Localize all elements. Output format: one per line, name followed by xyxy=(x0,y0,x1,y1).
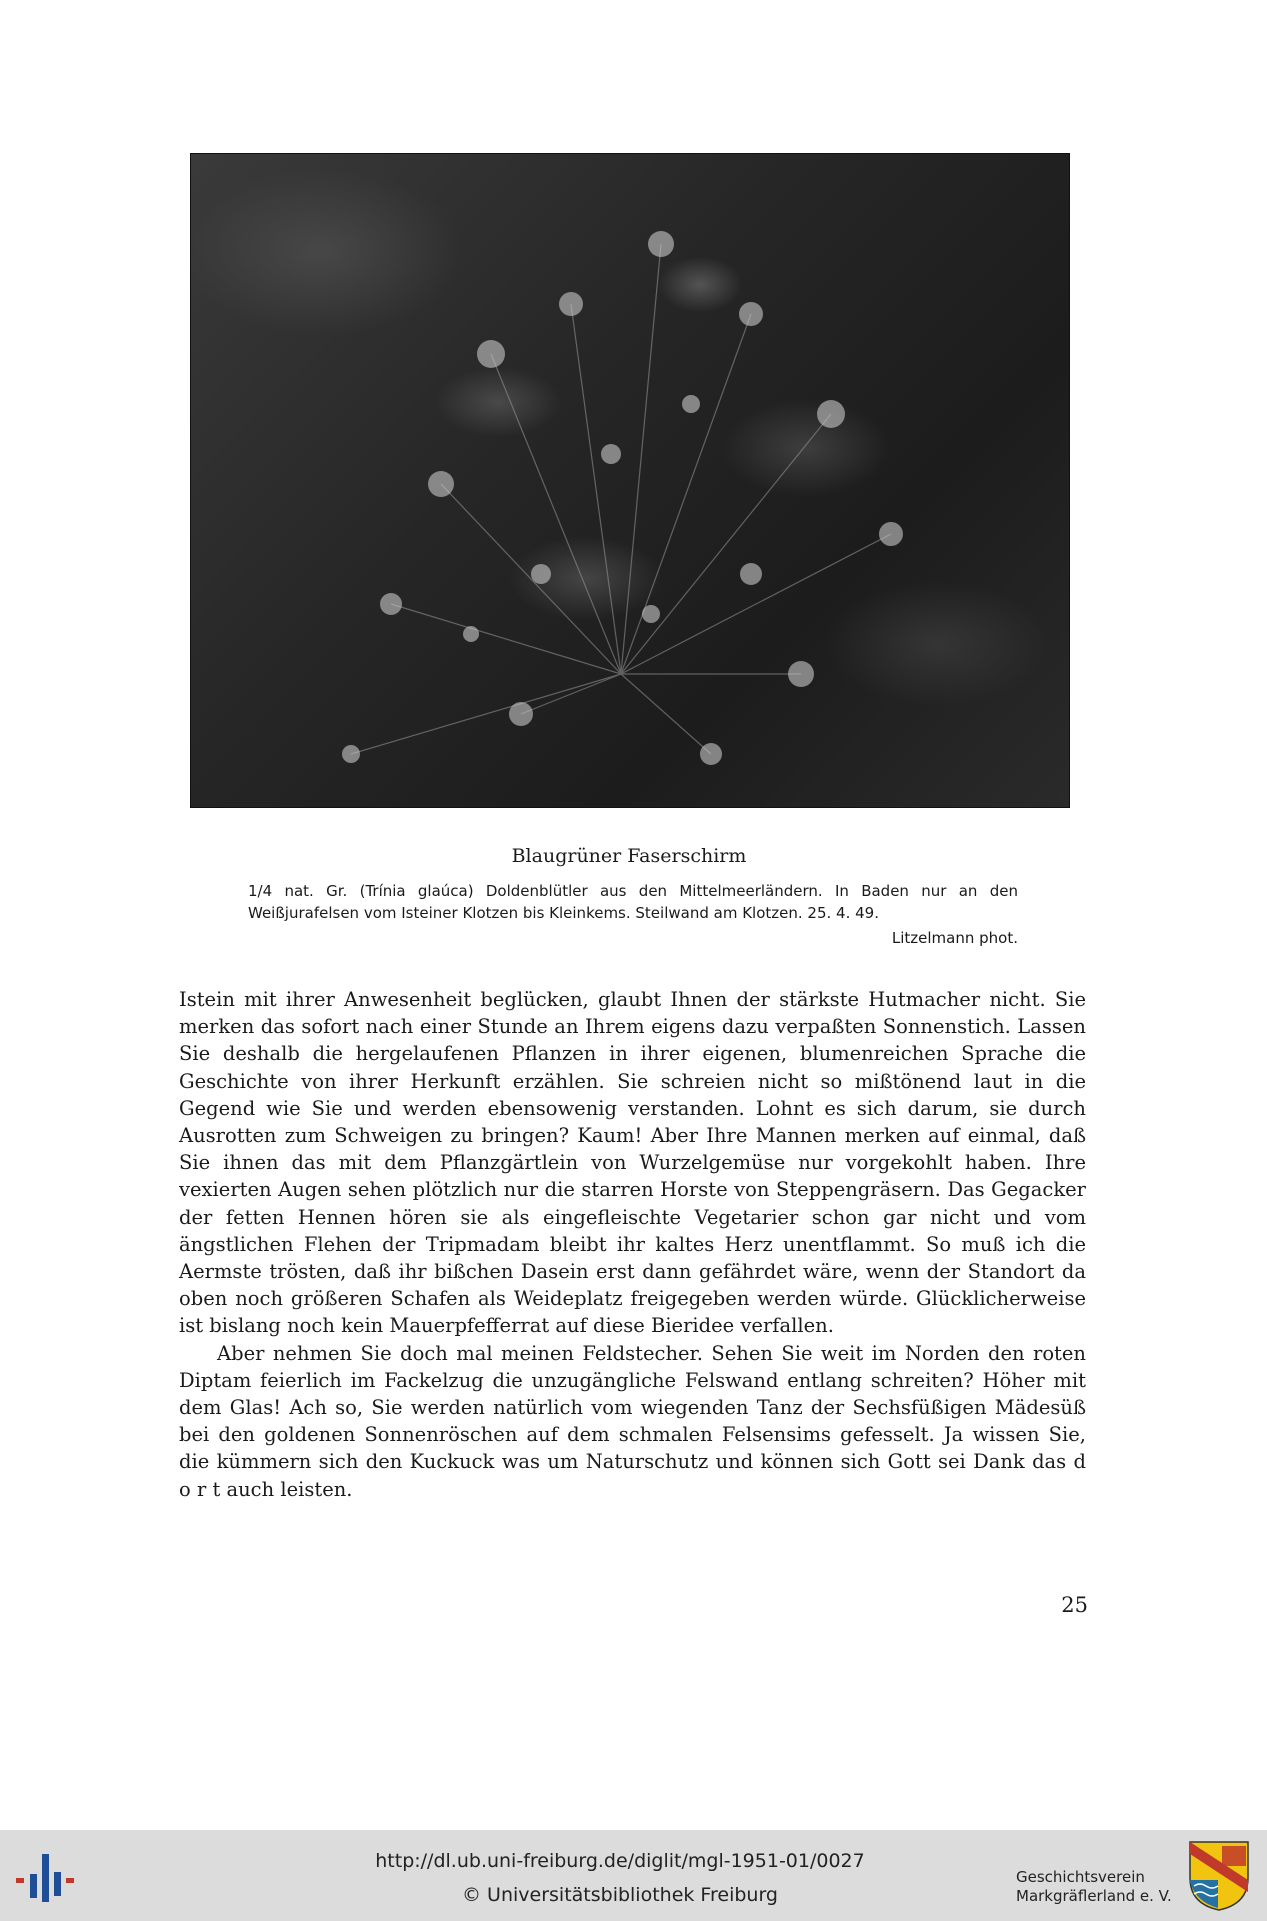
coat-of-arms-icon xyxy=(1188,1840,1250,1912)
plant-photograph xyxy=(190,153,1070,808)
footer-url-link[interactable]: http://dl.ub.uni-freiburg.de/diglit/mgl-1951-01/0027 xyxy=(375,1850,865,1872)
caption-credit: Litzelmann phot. xyxy=(891,929,1018,947)
org-line-2: Markgräflerland e. V. xyxy=(1016,1887,1172,1905)
org-line-1: Geschichtsverein xyxy=(1016,1868,1145,1886)
ub-freiburg-logo-icon xyxy=(16,1850,82,1906)
paragraph: Istein mit ihrer Anwesenheit beglücken, glaubt Ihnen der stärkste Hutmacher nicht. Sie merken das sofort nach einer Stunde an Ihrem eigens dazu verpaßten Sonnenstich. Lassen Sie deshalb die hergelaufenen Pflanzen in ihrer eigenen, blumenreichen Sprache die Geschichte von ihrer Herkunft erzählen. Sie schreien nicht so mißtönend laut in die Gegend wie Sie und werden ebensowenig verstanden. Lohnt es sich darum, sie durch Ausrotten zum Schweigen zu bringen? Kaum! Aber Ihre Mannen merken auf einmal, daß Sie ihnen das mit dem Pflanzgärtlein von Wurzelgemüse nur vorgekohlt haben. Ihre vexierten Augen sehen plötzlich nur die starren Horste von Steppengräsern. Das Gegacker der fetten Hennen hören sie als eingefleischte Vegetarier schon gar nicht und vom ängstlichen Flehen der Tripmadam bleibt ihr kaltes Herz unentflammt. So muß ich die Aermste trösten, daß ihr bißchen Dasein erst dann gefährdet wäre, wenn der Standort da oben noch größeren Schafen als Weideplatz freigegeben werden würde. Glücklicherweise ist bislang noch kein Mauerpfefferrat auf diese Bieridee verfallen. xyxy=(179,988,1086,1338)
footer-bar xyxy=(0,1830,1267,1921)
caption-text: 1/4 nat. Gr. (Trínia glaúca) Doldenblütler aus den Mittelmeerländern. In Baden nur an den Weißjurafelsen vom Isteiner Klotzen bis Kleinkems. Steilwand am Klotzen. 25. 4. 49. xyxy=(248,882,1018,922)
page-number: 25 xyxy=(1061,1593,1088,1617)
footer-copyright: © Universitätsbibliothek Freiburg xyxy=(462,1884,778,1906)
article-body xyxy=(179,986,1086,1503)
paragraph: Aber nehmen Sie doch mal meinen Feldstecher. Sehen Sie weit im Norden den roten Diptam feierlich im Fackelzug die unzugängliche Felswand entlang schreiten? Höher mit dem Glas! Ach so, Sie werden natürlich vom wiegenden Tanz der Sechsfüßigen Mädesüß bei den goldenen Sonnenröschen auf dem schmalen Felsensims gefesselt. Ja wissen Sie, die kümmern sich den Kuckuck was um Naturschutz und können sich Gott sei Dank das d o r t auch leisten. xyxy=(179,1341,1086,1501)
caption-title: Blaugrüner Faserschirm xyxy=(511,845,747,867)
footer-organization xyxy=(1016,1868,1186,1906)
plant-photo-illustration xyxy=(191,154,1069,807)
